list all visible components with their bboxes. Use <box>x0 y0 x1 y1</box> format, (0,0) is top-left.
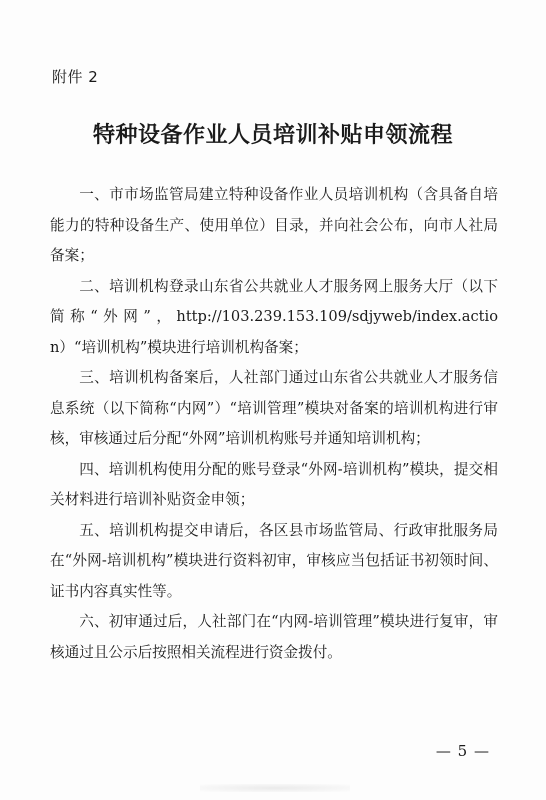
paragraph-step-3: 三、培训机构备案后，人社部门通过山东省公共就业人才服务信息系统（以下简称“内网”）“培训管理”模块对备案的培训机构进行审核，审核通过后分配“外网”培训机构账号并通知培训机构； <box>50 369 498 447</box>
paragraph-step-2: 二、培训机构登录山东省公共就业人才服务网上服务大厅（以下简称“外网”，http://103.239.153.109/sdjyweb/index.action）“培训机构”模块进行培训机构备案； <box>50 277 498 356</box>
paragraph-step-5: 五、培训机构提交申请后，各区县市场监管局、行政审批服务局在“外网-培训机构”模块进行资料初审，审核应当包括证书初领时间、证书内容真实性等。 <box>50 521 498 600</box>
document-title: 特种设备作业人员培训补贴申领流程 <box>92 123 453 148</box>
scan-artifact <box>200 784 350 792</box>
attachment-label: 附件 2 <box>52 68 99 86</box>
paragraph-step-1: 一、市市场监管局建立特种设备作业人员培训机构（含具备自培能力的特种设备生产、使用单位）目录，并向社会公布，向市人社局备案； <box>50 186 498 264</box>
paragraph-step-6: 六、初审通过后，人社部门在“内网-培训管理”模块进行复审，审核通过且公示后按照相关流程进行资金拨付。 <box>50 613 498 661</box>
page-number: — 5 — <box>435 742 490 760</box>
paragraph-step-4: 四、培训机构使用分配的账号登录“外网-培训机构”模块，提交相关材料进行培训补贴资金申领； <box>50 460 498 508</box>
document-body <box>50 180 498 668</box>
